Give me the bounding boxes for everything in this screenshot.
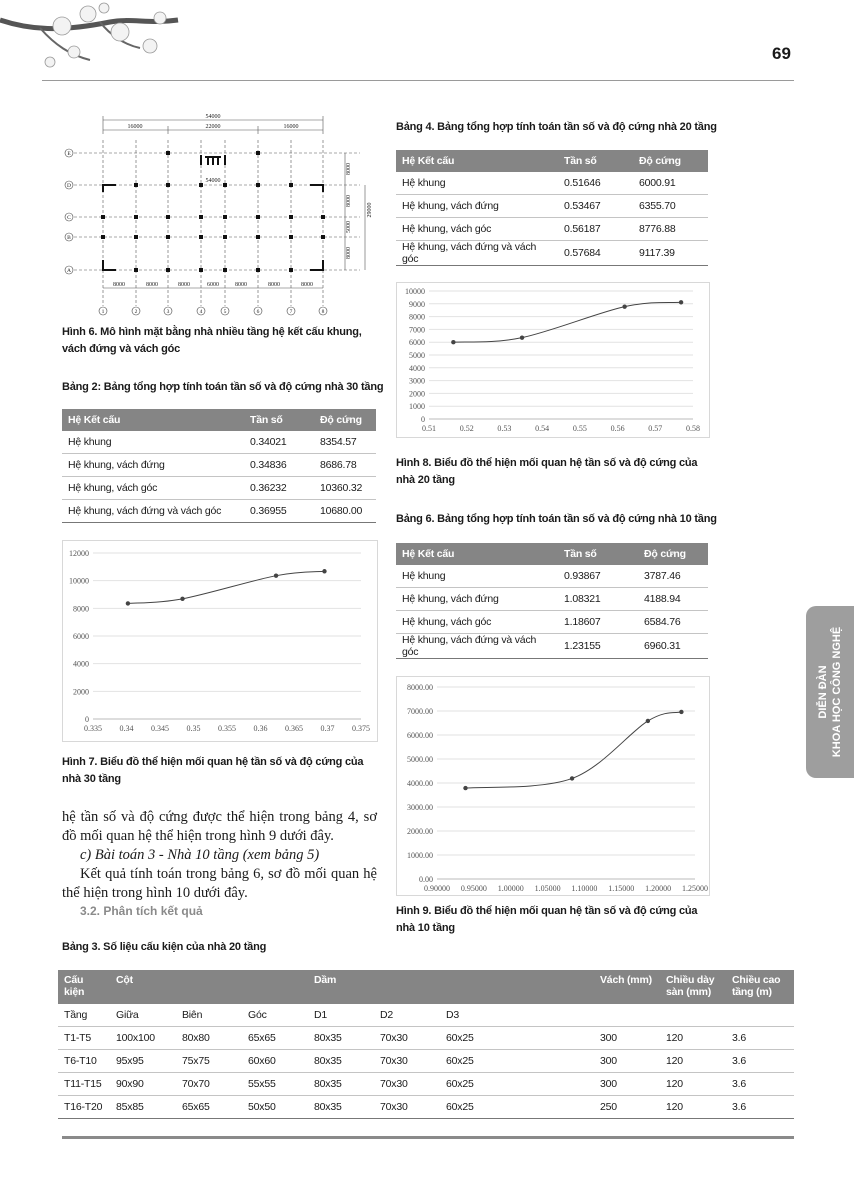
table-cell: Hệ khung, vách góc xyxy=(396,218,558,241)
fig8-caption: Hình 8. Biểu đồ thể hiện mối quan hệ tần số và độ cứng của nhà 20 tầng xyxy=(396,457,698,486)
y-tick-label: 4000.00 xyxy=(407,779,433,788)
table-cell: 100x100 xyxy=(110,1027,176,1050)
table-cell: 6355.70 xyxy=(633,195,708,218)
fig9-chart-frame xyxy=(396,676,710,896)
fig9-chart xyxy=(397,677,709,895)
x-tick-label: 0.53 xyxy=(497,424,512,433)
y-tick-label: 7000 xyxy=(409,325,425,335)
floor-plan-drawing xyxy=(60,110,380,320)
table-cell: Hệ khung xyxy=(396,172,558,195)
bottom-dim: 6000 xyxy=(207,282,219,288)
series-line xyxy=(453,302,681,342)
table-cell: 0.93867 xyxy=(558,565,638,588)
table-cell: 3.6 xyxy=(726,1027,794,1050)
table-header-cell: Độ cứng xyxy=(638,543,708,565)
x-tick-label: 0.345 xyxy=(151,724,169,733)
grid-row-label: D xyxy=(67,183,71,189)
y-tick-label: 2000 xyxy=(73,687,89,697)
table2 xyxy=(62,409,376,523)
side-tab-line2: KHOA HỌC CÔNG NGHỆ xyxy=(831,626,843,758)
table-cell: 60x60 xyxy=(242,1050,308,1073)
table-cell: 60x25 xyxy=(440,1073,594,1096)
table-cell: 95x95 xyxy=(110,1050,176,1073)
bottom-dim: 8000 xyxy=(146,282,158,288)
fig8-chart xyxy=(397,283,709,437)
table-cell: Hệ khung, vách đứng xyxy=(396,588,558,611)
x-tick-label: 0.355 xyxy=(218,724,236,733)
bottom-dim: 8000 xyxy=(268,282,280,288)
bottom-dim: 8000 xyxy=(301,282,313,288)
table-cell: 250 xyxy=(594,1096,660,1119)
table-cell: Hệ khung, vách góc xyxy=(62,477,244,500)
x-tick-label: 0.95000 xyxy=(460,884,487,893)
table-row xyxy=(396,172,708,195)
fig8-chart-frame xyxy=(396,282,710,438)
grid-col-label: 7 xyxy=(289,309,293,315)
side-tab xyxy=(806,606,854,778)
table-header-cell: Chiều dày sàn (mm) xyxy=(660,970,726,1004)
table-cell: Hệ khung, vách góc xyxy=(396,611,558,634)
y-tick-label: 12000 xyxy=(69,549,89,558)
table-cell: 8776.88 xyxy=(633,218,708,241)
footer-rule xyxy=(62,1136,794,1139)
table-row xyxy=(62,431,376,454)
table-cell: 10680.00 xyxy=(314,500,376,523)
body-paragraph: Kết quả tính toán trong bảng 6, sơ đồ mối quan hệ thể hiện trong hình 10 dưới đây. xyxy=(62,866,377,901)
table-header-cell: Hệ Kết cấu xyxy=(62,409,244,431)
section-heading: 3.2. Phân tích kết quả xyxy=(80,904,203,918)
x-tick-label: 1.20000 xyxy=(645,884,672,893)
data-point xyxy=(463,786,467,790)
grid-col-label: 5 xyxy=(223,309,227,315)
y-tick-label: 5000.00 xyxy=(407,755,433,764)
table-cell: Hệ khung, vách đứng xyxy=(396,195,558,218)
table-cell: 120 xyxy=(660,1050,726,1073)
x-tick-label: 1.25000 xyxy=(682,884,708,893)
table-cell: T6-T10 xyxy=(58,1050,110,1073)
table-cell: 70x70 xyxy=(176,1073,242,1096)
table-cell: 120 xyxy=(660,1027,726,1050)
x-tick-label: 0.56 xyxy=(610,424,625,433)
table-cell: T1-T5 xyxy=(58,1027,110,1050)
table-header-cell: Cột xyxy=(110,970,308,1004)
table-cell: 0.57684 xyxy=(558,241,633,266)
table-subheader-row xyxy=(58,1004,794,1027)
page-number: 69 xyxy=(772,44,791,63)
table-cell: T11-T15 xyxy=(58,1073,110,1096)
table-cell: Hệ khung xyxy=(62,431,244,454)
table-cell: 6000.91 xyxy=(633,172,708,195)
y-tick-label: 2000.00 xyxy=(407,827,433,836)
y-tick-label: 5000 xyxy=(409,351,425,360)
fig7-caption: Hình 7. Biểu đồ thể hiện mối quan hệ tần số và độ cứng của nhà 30 tầng xyxy=(62,756,364,785)
y-tick-label: 8000 xyxy=(409,312,425,322)
top-span-dim: 16000 xyxy=(127,124,143,130)
table-cell: Hệ khung, vách đứng và vách góc xyxy=(62,500,244,523)
table-cell: 300 xyxy=(594,1027,660,1050)
data-point xyxy=(679,710,683,714)
x-tick-label: 0.52 xyxy=(459,424,474,433)
table-row xyxy=(62,500,376,523)
grid-row-label: A xyxy=(67,268,71,274)
table-cell: 8686.78 xyxy=(314,454,376,477)
grid-row-label: E xyxy=(67,151,71,157)
table-header-cell: Tần số xyxy=(558,543,638,565)
table-cell: 3.6 xyxy=(726,1096,794,1119)
table-cell: 80x35 xyxy=(308,1050,374,1073)
table-cell: 10360.32 xyxy=(314,477,376,500)
x-tick-label: 1.15000 xyxy=(608,884,635,893)
right-dim: 8000 xyxy=(346,195,352,207)
bottom-dim: 8000 xyxy=(235,282,247,288)
table-cell: Hệ khung xyxy=(396,565,558,588)
blossom-branch-decoration xyxy=(0,0,180,80)
table-header-cell: Dầm xyxy=(308,970,594,1004)
table-cell: 90x90 xyxy=(110,1073,176,1096)
y-tick-label: 3000.00 xyxy=(407,803,433,812)
table-row xyxy=(396,611,708,634)
table6 xyxy=(396,543,708,659)
table-header-cell: Vách (mm) xyxy=(594,970,660,1004)
table-cell: 70x30 xyxy=(374,1027,440,1050)
table-row xyxy=(396,634,708,659)
inner-dim: 54000 xyxy=(205,178,221,184)
table3-title: Bảng 3. Số liệu cấu kiện của nhà 20 tầng xyxy=(62,941,267,953)
y-tick-label: 3000 xyxy=(409,376,425,386)
table-cell: Tầng xyxy=(58,1004,110,1027)
grid-col-label: 6 xyxy=(256,309,260,315)
y-tick-label: 6000 xyxy=(409,338,425,348)
table-cell: 65x65 xyxy=(176,1096,242,1119)
grid-row-label: C xyxy=(67,215,71,221)
y-tick-label: 0 xyxy=(421,415,425,424)
table-header-cell: Độ cứng xyxy=(633,150,708,172)
table-cell: 85x85 xyxy=(110,1096,176,1119)
table-header-cell: Chiều cao tầng (m) xyxy=(726,970,794,1004)
table-cell: 1.23155 xyxy=(558,634,638,659)
data-point xyxy=(646,719,650,723)
right-total-dim: 29000 xyxy=(367,202,373,218)
table-cell: 0.56187 xyxy=(558,218,633,241)
table-cell: 0.36232 xyxy=(244,477,314,500)
x-tick-label: 0.58 xyxy=(686,424,700,433)
table-row xyxy=(396,588,708,611)
y-tick-label: 6000.00 xyxy=(407,731,433,740)
x-tick-label: 0.35 xyxy=(186,724,201,733)
table-cell: Hệ khung, vách đứng và vách góc xyxy=(396,241,558,266)
y-tick-label: 10000 xyxy=(69,576,89,586)
x-tick-label: 0.37 xyxy=(320,724,335,733)
table-row xyxy=(62,454,376,477)
x-tick-label: 0.90000 xyxy=(424,884,450,893)
table-row xyxy=(58,1096,794,1119)
table-cell: Hệ khung, vách đứng và vách góc xyxy=(396,634,558,659)
top-span-dim: 22000 xyxy=(205,124,221,130)
table-header-cell: Độ cứng xyxy=(314,409,376,431)
table-cell: 3.6 xyxy=(726,1073,794,1096)
fig7-chart-frame xyxy=(62,540,378,742)
table-cell: 1.08321 xyxy=(558,588,638,611)
x-tick-label: 1.10000 xyxy=(571,884,598,893)
table-cell: 60x25 xyxy=(440,1050,594,1073)
table-cell: Biên xyxy=(176,1004,242,1027)
table-cell: 80x35 xyxy=(308,1027,374,1050)
table-row xyxy=(58,1073,794,1096)
side-tab-line1: DIỄN ĐÀN xyxy=(817,665,829,719)
data-point xyxy=(520,335,524,339)
table-header-cell: Tần số xyxy=(244,409,314,431)
y-tick-label: 10000 xyxy=(405,287,425,296)
table-cell: 9117.39 xyxy=(633,241,708,266)
table-row xyxy=(396,195,708,218)
body-subheading: c) Bài toán 3 - Nhà 10 tầng (xem bảng 5) xyxy=(80,847,320,863)
series-line xyxy=(128,571,325,603)
table-cell: 80x35 xyxy=(308,1096,374,1119)
table-cell: 8354.57 xyxy=(314,431,376,454)
table-cell: 0.53467 xyxy=(558,195,633,218)
table-cell: 60x25 xyxy=(440,1096,594,1119)
x-tick-label: 0.57 xyxy=(648,424,663,433)
table-cell: Hệ khung, vách đứng xyxy=(62,454,244,477)
y-tick-label: 6000 xyxy=(73,632,89,641)
table-cell: 75x75 xyxy=(176,1050,242,1073)
right-dim: 8000 xyxy=(346,163,352,175)
table-row xyxy=(396,218,708,241)
bottom-dim: 8000 xyxy=(113,282,125,288)
table-cell: 0.36955 xyxy=(244,500,314,523)
table-cell: 6584.76 xyxy=(638,611,708,634)
data-point xyxy=(451,340,455,344)
data-point xyxy=(679,300,683,304)
table-cell: 1.18607 xyxy=(558,611,638,634)
data-point xyxy=(622,304,626,308)
table-header-cell: Tần số xyxy=(558,150,633,172)
grid-col-label: 3 xyxy=(166,309,170,315)
table2-title: Bảng 2: Bảng tổng hợp tính toán tần số và độ cứng nhà 30 tầng xyxy=(62,381,384,393)
y-tick-label: 1000.00 xyxy=(407,851,433,860)
table-cell: 120 xyxy=(660,1096,726,1119)
table-cell: D1 xyxy=(308,1004,374,1027)
header-rule xyxy=(42,80,794,81)
table-cell: 300 xyxy=(594,1050,660,1073)
right-dim: 5000 xyxy=(346,221,352,233)
table-cell: 120 xyxy=(660,1073,726,1096)
y-tick-label: 8000.00 xyxy=(407,683,433,692)
y-tick-label: 8000 xyxy=(73,604,89,614)
fig9-caption: Hình 9. Biểu đồ thể hiện mối quan hệ tần số và độ cứng của nhà 10 tầng xyxy=(396,905,698,934)
table-header-row xyxy=(396,543,708,565)
y-tick-label: 4000 xyxy=(409,363,425,373)
table-cell: 4188.94 xyxy=(638,588,708,611)
x-tick-label: 0.54 xyxy=(535,424,550,433)
table-cell: 65x65 xyxy=(242,1027,308,1050)
table-cell: 70x30 xyxy=(374,1096,440,1119)
top-span-dim: 16000 xyxy=(283,124,299,130)
y-tick-label: 9000 xyxy=(409,299,425,309)
table-cell: Giữa xyxy=(110,1004,176,1027)
x-tick-label: 0.34 xyxy=(119,724,134,733)
table-header-cell: Hệ Kết cấu xyxy=(396,150,558,172)
table6-title: Bảng 6. Bảng tổng hợp tính toán tần số và độ cứng nhà 10 tầng xyxy=(396,513,717,525)
y-tick-label: 0.00 xyxy=(419,875,433,884)
table3 xyxy=(58,970,794,1119)
table-header-row xyxy=(396,150,708,172)
fig7-chart xyxy=(63,541,377,741)
fig6-caption: Hình 6. Mô hình mặt bằng nhà nhiều tầng hệ kết cấu khung, vách đứng và vách góc xyxy=(62,326,362,355)
x-tick-label: 1.05000 xyxy=(534,884,561,893)
table-row xyxy=(58,1027,794,1050)
right-dim: 8000 xyxy=(346,247,352,259)
y-tick-label: 1000 xyxy=(409,402,425,412)
x-tick-label: 0.55 xyxy=(572,424,587,433)
y-tick-label: 0 xyxy=(85,715,89,724)
table-cell: D2 xyxy=(374,1004,440,1027)
table-cell: 0.34836 xyxy=(244,454,314,477)
y-tick-label: 4000 xyxy=(73,659,89,669)
table-cell: 3787.46 xyxy=(638,565,708,588)
table-row xyxy=(396,241,708,266)
table-cell: 300 xyxy=(594,1073,660,1096)
table-row xyxy=(58,1050,794,1073)
top-total-dim: 54000 xyxy=(205,114,221,120)
y-tick-label: 2000 xyxy=(409,389,425,399)
table-row xyxy=(396,565,708,588)
table-header-row xyxy=(62,409,376,431)
grid-col-label: 2 xyxy=(134,309,138,315)
table-cell: 3.6 xyxy=(726,1050,794,1073)
table-cell: 0.51646 xyxy=(558,172,633,195)
table-cell: D3 xyxy=(440,1004,594,1027)
x-tick-label: 0.375 xyxy=(352,724,370,733)
table-cell: 70x30 xyxy=(374,1050,440,1073)
data-point xyxy=(570,776,574,780)
table-row xyxy=(62,477,376,500)
table-cell: 70x30 xyxy=(374,1073,440,1096)
bottom-dim: 8000 xyxy=(178,282,190,288)
table-cell: Góc xyxy=(242,1004,308,1027)
table-cell: 80x80 xyxy=(176,1027,242,1050)
data-point xyxy=(126,601,130,605)
table4-title: Bảng 4. Bảng tổng hợp tính toán tần số và độ cứng nhà 20 tầng xyxy=(396,121,717,133)
x-tick-label: 0.51 xyxy=(422,424,436,433)
series-line xyxy=(466,712,682,788)
x-tick-label: 0.36 xyxy=(253,724,268,733)
data-point xyxy=(274,573,278,577)
data-point xyxy=(322,569,326,573)
grid-col-label: 4 xyxy=(199,309,203,315)
x-tick-label: 0.335 xyxy=(84,724,102,733)
data-point xyxy=(180,597,184,601)
body-paragraph: hệ tần số và độ cứng được thể hiện trong bảng 4, sơ đồ mối quan hệ thể hiện trong hình 9 dưới đây. xyxy=(62,809,377,844)
table-header-cell: Hệ Kết cấu xyxy=(396,543,558,565)
grid-col-label: 8 xyxy=(321,309,325,315)
y-tick-label: 7000.00 xyxy=(407,707,433,716)
table-cell: 0.34021 xyxy=(244,431,314,454)
grid-col-label: 1 xyxy=(101,309,105,315)
table-cell: 60x25 xyxy=(440,1027,594,1050)
table-header-cell: Cấu kiện xyxy=(58,970,110,1004)
table-cell: 55x55 xyxy=(242,1073,308,1096)
x-tick-label: 1.00000 xyxy=(497,884,524,893)
table-cell: 50x50 xyxy=(242,1096,308,1119)
table-cell: T16-T20 xyxy=(58,1096,110,1119)
grid-row-label: B xyxy=(67,235,71,241)
table-header-row xyxy=(58,970,794,1004)
table4 xyxy=(396,150,708,266)
table-cell: 80x35 xyxy=(308,1073,374,1096)
x-tick-label: 0.365 xyxy=(285,724,303,733)
table-cell: 6960.31 xyxy=(638,634,708,659)
